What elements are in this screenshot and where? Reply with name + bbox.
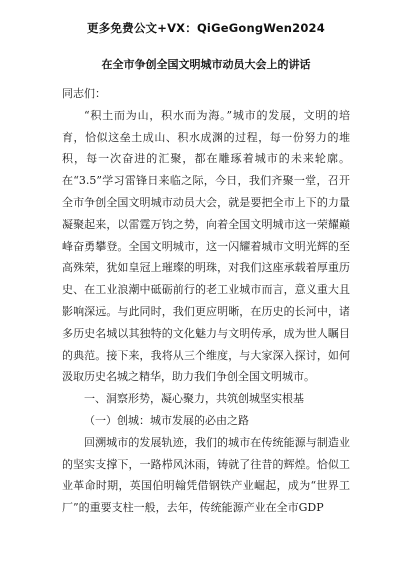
body-paragraph: 回溯城市的发展轨迹，我们的城市在传统能源与制造业的坚实支撑下，一路栉风沐雨，铸就了往昔的辉煌。恰似工业革命时期，英国伯明翰凭借钢铁产业崛起，成为“世界工厂”的重要支柱一般，去年，传统能源产业在全市GDP xyxy=(62,435,350,515)
body-paragraph: “积土而为山，积水而为海。”城市的发展，文明的培育，恰似这垒土成山、积水成渊的过程，每一份努力的堆积，每一次奋进的汇聚，都在雕琢着城市的未来轮廓。在“3.5”学习雷锋日来临之际，今日，我们齐聚一堂，召开全市争创全国文明城市动员大会，就是要把全市上下的力量凝聚起来，以雷霆万钧之势，向着全国文明城市这一荣耀巅峰奋勇攀登。全国文明城市，这一闪耀着城市文明光辉的至高殊荣，犹如皇冠上璀璨的明珠，对我们这座承载着厚重历史、在工业浪潮中砥砺前行的老工业城市而言，意义重大且影响深远。与此同时，我们更应明晰，在历史的长河中，诸多历史名城以其独特的文化魅力与文明传承，成为世人瞩目的典范。接下来，我将从三个维度，与大家深入探讨，如何汲取历史名城之精华，助力我们争创全国文明城市。 xyxy=(62,108,350,384)
section-heading: 一、洞察形势，凝心聚力，共筑创城坚实根基 xyxy=(84,392,304,406)
salutation: 同志们： xyxy=(62,87,106,100)
document-title: 在全市争创全国文明城市动员大会上的讲话 xyxy=(101,58,311,71)
subsection-heading: （一）创城：城市发展的必由之路 xyxy=(84,413,249,427)
promo-banner: 更多免费公文+VX：QiGeGongWen2024 xyxy=(87,21,325,35)
